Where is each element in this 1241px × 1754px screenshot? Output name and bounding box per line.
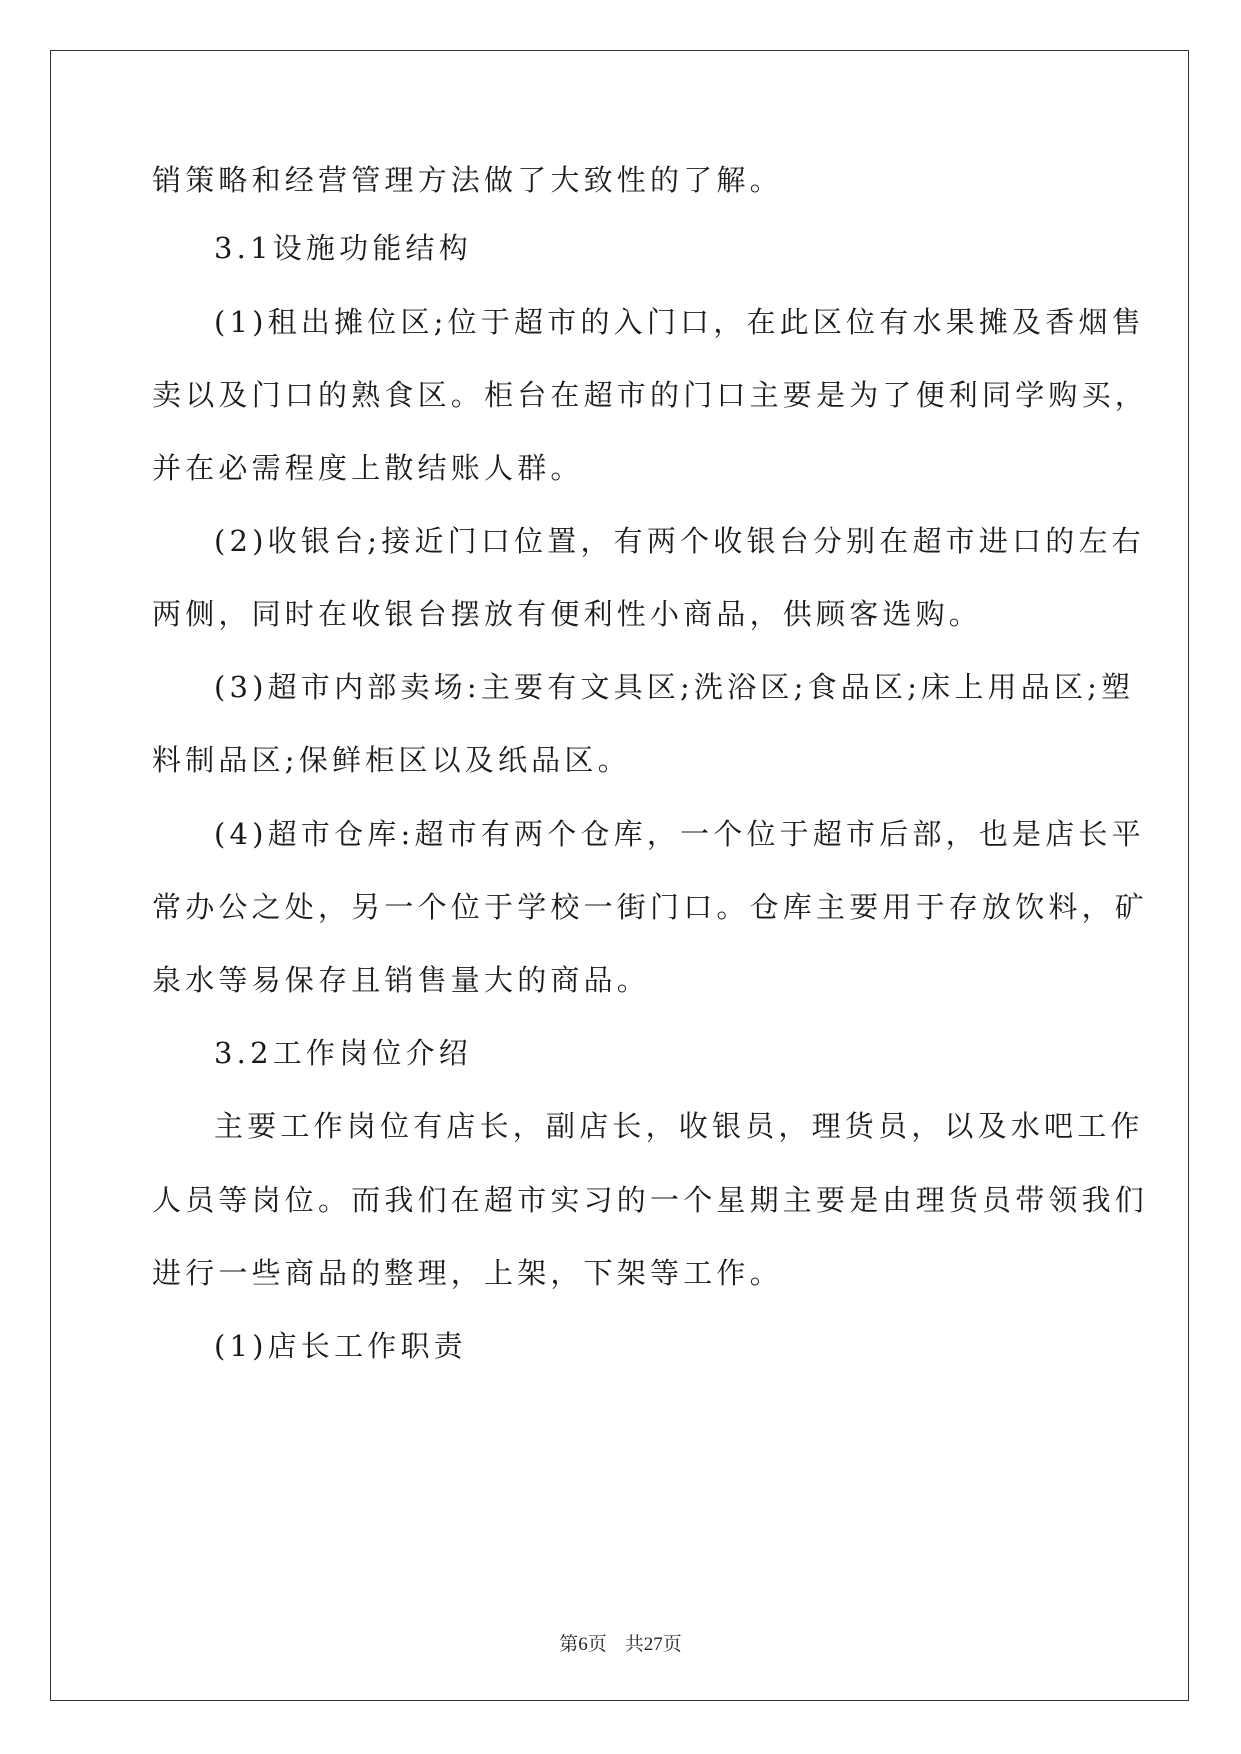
text-line: 常办公之处，另一个位于学校一街门口。仓库主要用于存放饮料，矿 [152,890,1149,924]
text-line: (2)收银台;接近门口位置，有两个收银台分别在超市进口的左右 [214,524,1145,558]
text-line: (1)店长工作职责 [214,1329,467,1363]
text-line: 料制品区;保鲜柜区以及纸品区。 [152,743,631,777]
section-heading: 3.1设施功能结构 [214,231,472,265]
text-line: 泉水等易保存且销售量大的商品。 [152,963,651,997]
section-heading: 3.2工作岗位介绍 [214,1036,472,1070]
page-number: 第6页 [559,1634,607,1655]
text-line: (1)租出摊位区;位于超市的入门口，在此区位有水果摊及香烟售 [214,305,1145,339]
page-footer [0,1633,1241,1657]
text-line: 卖以及门口的熟食区。柜台在超市的门口主要是为了便利同学购买， [152,378,1149,412]
text-line: 并在必需程度上散结账人群。 [152,451,584,485]
text-line: (4)超市仓库:超市有两个仓库，一个位于超市后部，也是店长平 [214,817,1145,851]
text-line: 销策略和经营管理方法做了大致性的了解。 [152,163,783,197]
text-line: 主要工作岗位有店长，副店长，收银员，理货员，以及水吧工作 [214,1109,1144,1143]
text-line: 两侧，同时在收银台摆放有便利性小商品，供顾客选购。 [152,597,983,631]
text-line: 进行一些商品的整理，上架，下架等工作。 [152,1256,783,1290]
text-line: 人员等岗位。而我们在超市实习的一个星期主要是由理货员带领我们 [152,1183,1149,1217]
page-border [50,50,1189,1701]
page-total: 共27页 [624,1634,682,1655]
text-line: (3)超市内部卖场:主要有文具区;洗浴区;食品区;床上用品区;塑 [214,670,1135,704]
